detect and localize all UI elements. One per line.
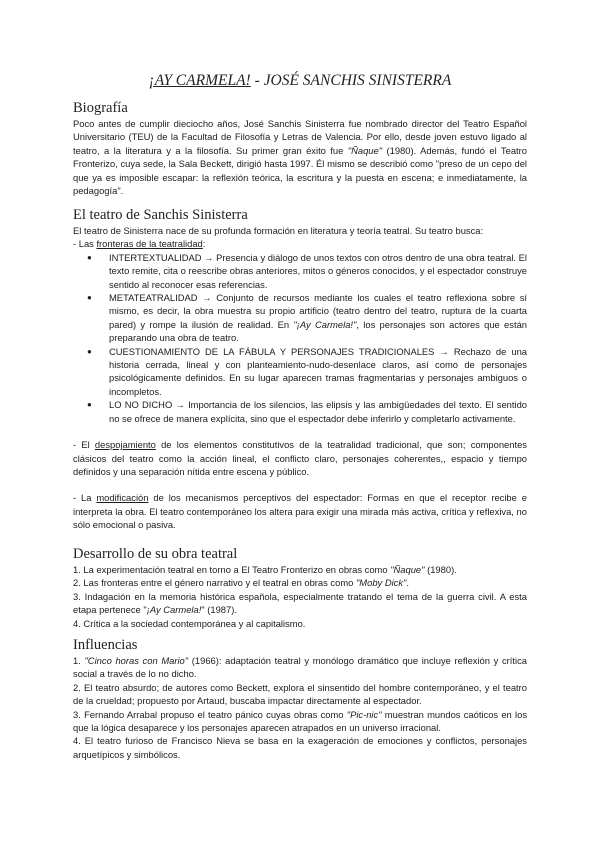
item-work: "Pic-nic" [346,708,382,720]
item-tail: " (1987). [201,604,237,616]
desp-word: despojamiento [94,439,156,451]
bullet-text: CUESTIONAMIENTO DE LA FÁBULA Y PERSONAJES TRADICIONALES → Rechazo de una historia cerrada, lineal y con planteamiento-nudo-desenlace claros, así como de personajes psicológicamente definidos. En su lugar aparecen tramas fragmentarias y personajes ambiguos o incompletos. [109,345,527,397]
title-play: ¡AY CARMELA! [148,72,251,89]
heading-influencias: Influencias [73,637,138,653]
bio-text: Poco antes de cumplir dieciocho años, José Sanchis Sinisterra fue nombrado director del Teatro Español Universitario (TEU) de la Facultad de Filosofía y Letras de Valencia. Por ello, desde joven estuvo ligado al teatro, a la literatura y a la filosofía. Su primer gran éxito fue [73,118,527,156]
teatro-despojamiento [73,438,527,478]
fronteras-word: fronteras de la teatralidad [96,238,203,250]
teatro-intro: El teatro de Sinisterra nace de su profunda formación en literatura y teoría teatral. Su teatro busca: [73,225,484,236]
bullet-item [109,345,527,399]
desp-post: de los elementos constitutivos de la teatralidad tradicional, que son; componentes clásicos del teatro como la acción lineal, el conflicto claro, personajes coherentes,, espacio y tiempo definidos y una separación nítida entre escena y público. [73,439,527,477]
influencia-item [73,681,527,708]
mod-pre: - La [73,492,97,504]
mod-post: de los mecanismos perceptivos del espectador: Formas en que el receptor recibe e interpreta la obra. El teatro contemporáneo los altera para exigir una mirada más activa, crítica y reflexiva, no sólo emocional o pasiva. [73,492,527,531]
item-text: 1. [73,655,85,666]
heading-biografia: Biografía [73,100,128,116]
teatro-fronteras [73,237,527,250]
fronteras-post: : [202,238,206,250]
item-tail: . [406,577,409,589]
item-tail: (1966): adaptación teatral y monólogo dramático que incluye reflexión y crítica social a través de lo no dicho. [73,655,527,680]
title-author: - JOSÉ SANCHIS SINISTERRA [250,72,452,89]
teatro-bullets [73,251,527,425]
item-text: 3. Fernando Arrabal propuso el teatro pánico cuyas obras como [73,708,347,720]
item-tail: muestran mundos caóticos en los que la lógica desaparece y los personajes aparecen atrapados en un universo irracional. [73,708,528,734]
desarrollo-item [73,617,527,630]
influencia-item [73,708,527,735]
bullet-text: METATEATRALIDAD → Conjunto de recursos mediante los cuales el teatro reflexiona sobre sí mismo, es decir, la obra muestra su propio artificio (teatro dentro del teatro, ruptura de la cuarta pared) y rompe la ilusión de realidad. En [109,292,527,330]
item-text: 3. Indagación en la memoria histórica española, especialmente tratando el tema de la guerra civil. A esta etapa pertenece " [73,590,527,616]
influencia-item [73,654,527,681]
item-text: 2. Las fronteras entre el género narrativo y el teatral en obras como [73,577,356,589]
bio-tail: (1980). Además, fundó el Teatro Fronterizo, cuya sede, la Sala Beckett, dirigió hasta 1997. Él mismo se describió como "preso de un cepo del que ya es imposible escapar: la reflexión teórica, la escritura y la puesta en escena; e inmediatamente, la pedagogía". [73,144,527,197]
item-work: ¡Ay Carmela! [146,604,202,616]
fronteras-pre: - Las [73,238,97,250]
teatro-modificacion [73,491,527,531]
mod-word: modificación [96,492,149,504]
section-teatro [73,207,527,532]
document-title [0,72,600,90]
desarrollo-item [73,590,527,617]
item-text: 2. El teatro absurdo; de autores como Beckett, explora el sinsentido del hombre contemporáneo, y el teatro de la crueldad; propuesto por Artaud, buscaba impactar directamente al espectador. [73,681,527,707]
bullet-item [109,251,527,291]
bullet-item [109,398,527,425]
bullet-work: "¡Ay Carmela!" [293,318,357,330]
desarrollo-item [73,576,527,589]
section-desarrollo [73,546,527,630]
heading-desarrollo: Desarrollo de su obra teatral [73,546,238,562]
bullet-text: LO NO DICHO → Importancia de los silencios, las elipsis y las ambigüedades del texto. El sentido no se ofrece de manera explícita, sino que el espectador debe inferirlo y completarlo activamente. [109,399,527,424]
influencia-item [73,734,527,761]
bullet-item [109,291,527,345]
item-work: "Cinco horas con Mario" [84,655,189,666]
heading-teatro: El teatro de Sanchis Sinisterra [73,207,248,223]
bullet-text: INTERTEXTUALIDAD → Presencia y diálogo de unos textos con otros dentro de una obra teatral. El texto remite, cita o reescribe obras anteriores, mitos o géneros conocidos, y el espectador construye sentido al reconocer esas referencias. [109,251,527,290]
item-text: 4. El teatro furioso de Francisco Nieva se basa en la exageración de emociones y conflictos, personajes arquetípicos y simbólicos. [73,735,527,760]
desp-pre: - El [73,439,95,451]
bullet-tail: , los personajes son actores que están preparando una obra de teatro. [109,318,527,344]
bio-work: "Ñaque" [347,144,383,156]
item-work: "Ñaque" [390,564,425,575]
bio-paragraph [73,117,527,197]
section-influencias [73,637,527,761]
item-work: "Moby Dick" [355,577,407,589]
item-text: 4. Crítica a la sociedad contemporánea y al capitalismo. [73,617,306,629]
desarrollo-item [73,563,527,576]
item-text: 1. La experimentación teatral en torno a El Teatro Fronterizo en obras como [73,564,391,575]
section-biografia [73,100,527,197]
item-tail: (1980). [424,564,457,575]
